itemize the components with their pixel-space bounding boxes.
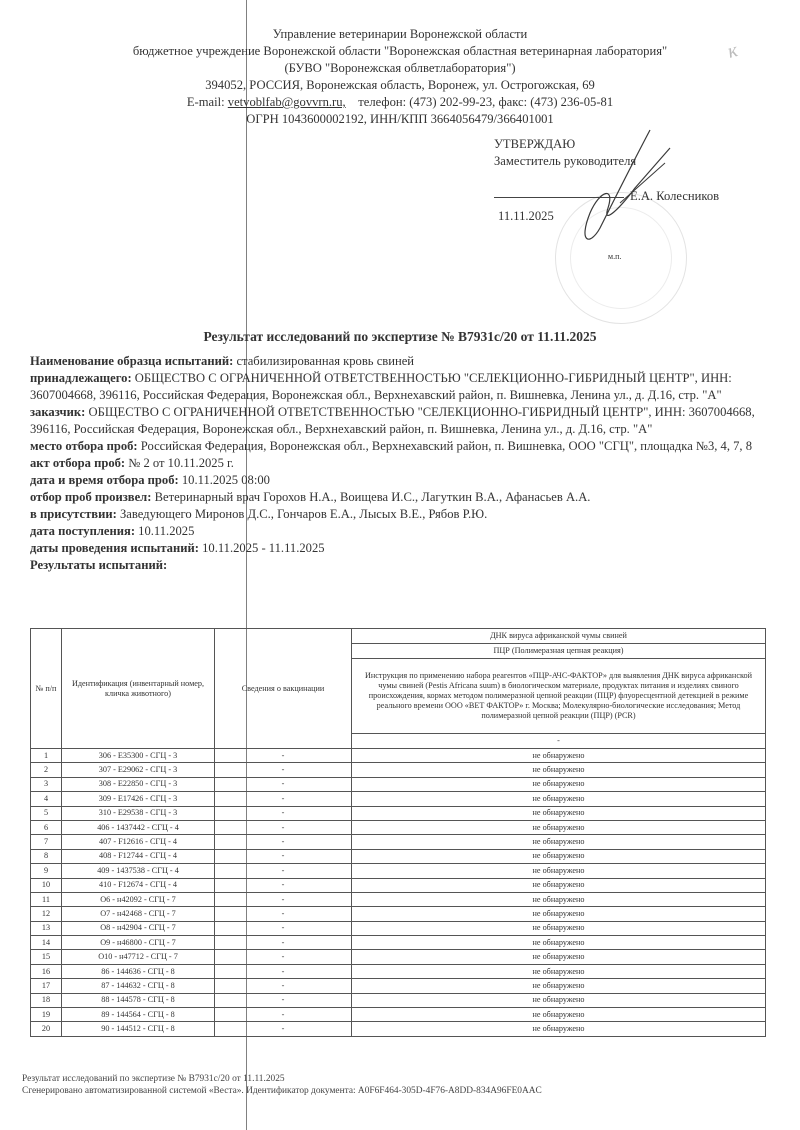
test-result: не обнаружено: [352, 921, 766, 935]
field-label: дата поступления:: [30, 524, 136, 538]
table-row: [31, 979, 766, 993]
field-label: отбор проб произвел:: [30, 490, 152, 504]
vaccination-info: -: [215, 806, 352, 820]
animal-id: O7 - н42468 - СГЦ - 7: [62, 907, 215, 921]
row-number: 15: [31, 950, 62, 964]
vaccination-info: -: [215, 820, 352, 834]
test-result: не обнаружено: [352, 979, 766, 993]
row-number: 2: [31, 763, 62, 777]
test-result: не обнаружено: [352, 1022, 766, 1036]
table-row: [31, 763, 766, 777]
row-number: 10: [31, 878, 62, 892]
row-number: 1: [31, 749, 62, 763]
vaccination-info: -: [215, 950, 352, 964]
field-value: ОБЩЕСТВО С ОГРАНИЧЕННОЙ ОТВЕТСТВЕННОСТЬЮ "СЕЛЕКЦИОННО-ГИБРИДНЫЙ ЦЕНТР", ИНН: 3607004668, 396116, Российская Федерация, Воронежская обл., Верхнехавский район, п. Вишневка, Ленина ул., д. Д.16, стр. "А": [30, 405, 755, 436]
field-value: стабилизированная кровь свиней: [233, 354, 415, 368]
field-label: принадлежащего:: [30, 371, 132, 385]
field-row: [30, 472, 775, 489]
handwritten-corner-mark: к: [725, 39, 740, 63]
test-result: не обнаружено: [352, 993, 766, 1007]
animal-id: 89 - 144564 - СГЦ - 8: [62, 1008, 215, 1022]
table-row: [31, 1022, 766, 1036]
test-result: не обнаружено: [352, 964, 766, 978]
row-number: 9: [31, 864, 62, 878]
animal-id: 308 - E22850 - СГЦ - 3: [62, 777, 215, 791]
field-value: 10.11.2025 - 11.11.2025: [198, 541, 325, 555]
document-footer: [22, 1073, 542, 1097]
field-row: [30, 370, 775, 404]
test-result: не обнаружено: [352, 950, 766, 964]
animal-id: O9 - н46800 - СГЦ - 7: [62, 936, 215, 950]
test-result: не обнаружено: [352, 1008, 766, 1022]
test-result: не обнаружено: [352, 777, 766, 791]
document-title: Результат исследований по экспертизе № В7931с/20 от 11.11.2025: [203, 329, 597, 344]
email-label: E-mail:: [186, 95, 225, 109]
approval-position: Заместитель руководителя: [494, 154, 637, 168]
table-row: [31, 921, 766, 935]
field-label: Результаты испытаний:: [30, 558, 168, 572]
row-number: 11: [31, 892, 62, 906]
vaccination-info: -: [215, 921, 352, 935]
field-row: [30, 506, 775, 523]
vaccination-info: -: [215, 864, 352, 878]
field-value: 10.11.2025 08:00: [178, 473, 270, 487]
row-number: 3: [31, 777, 62, 791]
table-row: [31, 749, 766, 763]
table-row: [31, 792, 766, 806]
table-row: [31, 907, 766, 921]
animal-id: 306 - E35300 - СГЦ - 3: [62, 749, 215, 763]
animal-id: O8 - н42904 - СГЦ - 7: [62, 921, 215, 935]
header-method: ПЦР (Полимеразная цепная реакция): [352, 644, 766, 659]
animal-id: 86 - 144636 - СГЦ - 8: [62, 964, 215, 978]
field-row: [30, 557, 775, 574]
field-row: [30, 523, 775, 540]
field-label: место отбора проб:: [30, 439, 138, 453]
field-row: [30, 489, 775, 506]
test-result: не обнаружено: [352, 892, 766, 906]
field-value: ОБЩЕСТВО С ОГРАНИЧЕННОЙ ОТВЕТСТВЕННОСТЬЮ "СЕЛЕКЦИОННО-ГИБРИДНЫЙ ЦЕНТР", ИНН: 3607004668, 396116, Российская Федерация, Воронежская обл., Верхнехавский район, п. Вишневка, Ленина ул., д. Д.16, стр. "А": [30, 371, 732, 402]
test-result: не обнаружено: [352, 763, 766, 777]
field-row: [30, 438, 775, 455]
table-row: [31, 950, 766, 964]
table-row: [31, 1008, 766, 1022]
animal-id: 310 - E29538 - СГЦ - 3: [62, 806, 215, 820]
field-row: [30, 404, 775, 438]
table-row: [31, 892, 766, 906]
table-row: [31, 849, 766, 863]
vaccination-info: -: [215, 979, 352, 993]
header-line-institution: бюджетное учреждение Воронежской области "Воронежская областная ветеринарная лаборатория": [132, 44, 668, 58]
row-number: 20: [31, 1022, 62, 1036]
phone-fax: телефон: (473) 202-99-23, факс: (473) 236-05-81: [358, 95, 614, 109]
vaccination-info: -: [215, 749, 352, 763]
animal-id: 409 - 1437538 - СГЦ - 4: [62, 864, 215, 878]
header-vaccination: Сведения о вакцинации: [215, 629, 352, 749]
field-row: [30, 540, 775, 557]
vaccination-info: -: [215, 763, 352, 777]
vaccination-info: -: [215, 878, 352, 892]
test-result: не обнаружено: [352, 792, 766, 806]
row-number: 18: [31, 993, 62, 1007]
header-method-document: Инструкция по применению набора реагентов «ПЦР-АЧС-ФАКТОР» для выявления ДНК вируса африканской чумы свиней (Pestis Africana suum) в биологическом материале, продуктах питания и изделиях свиного происхождения, кормах методом полимеразной цепной реакции (ПЦР) флуоресцентной детекцией в режиме реального времени ООО «ВЕТ ФАКТОР» г. Москва; Молекулярно-биологические исследования; Метод полимеразной цепной реакции (ПЦР) (PCR): [352, 659, 766, 734]
header-line-address: 394052, РОССИЯ, Воронежская область, Воронеж, ул. Острогожская, 69: [205, 78, 595, 92]
table-row: [31, 864, 766, 878]
email-link[interactable]: vetvoblfab@govvrn.ru,: [227, 95, 346, 109]
footer-generated-by: Сгенерировано автоматизированной системой «Веста». Идентификатор документа: A0F6F464-305D-4F76-A8DD-834A96FE0AAC: [22, 1086, 542, 1096]
approval-signer: Е.А. Колесников: [630, 189, 720, 203]
field-label: заказчик:: [30, 405, 86, 419]
vaccination-info: -: [215, 777, 352, 791]
table-row: [31, 820, 766, 834]
row-number: 19: [31, 1008, 62, 1022]
animal-id: O6 - н42092 - СГЦ - 7: [62, 892, 215, 906]
vaccination-info: -: [215, 835, 352, 849]
header-line-registration: ОГРН 1043600002192, ИНН/КПП 3664056479/366401001: [246, 112, 554, 126]
vaccination-info: -: [215, 936, 352, 950]
row-number: 14: [31, 936, 62, 950]
table-row: [31, 993, 766, 1007]
header-line-ministry: Управление ветеринарии Воронежской области: [272, 27, 528, 41]
table-row: [31, 878, 766, 892]
field-row: [30, 353, 775, 370]
animal-id: 410 - F12674 - СГЦ - 4: [62, 878, 215, 892]
field-value: Ветеринарный врач Горохов Н.А., Воищева И.С., Лагуткин В.А., Афанасьев А.А.: [151, 490, 591, 504]
header-row-number: № п/п: [31, 629, 62, 749]
field-label: в присутствии:: [30, 507, 117, 521]
animal-id: O10 - н47712 - СГЦ - 7: [62, 950, 215, 964]
vaccination-info: -: [215, 1008, 352, 1022]
test-result: не обнаружено: [352, 806, 766, 820]
field-label: акт отбора проб:: [30, 456, 126, 470]
vaccination-info: -: [215, 993, 352, 1007]
field-value: Заведующего Миронов Д.С., Гончаров Е.А., Лысых В.Е., Рябов Р.Ю.: [116, 507, 488, 521]
header-line-short-name: (БУВО "Воронежская облветлаборатория"): [284, 61, 516, 75]
table-row: [31, 936, 766, 950]
table-row: [31, 806, 766, 820]
header-identification: Идентификация (инвентарный номер, кличка животного): [62, 629, 215, 749]
vaccination-info: -: [215, 892, 352, 906]
row-number: 7: [31, 835, 62, 849]
vaccination-info: -: [215, 964, 352, 978]
vaccination-info: -: [215, 907, 352, 921]
vaccination-info: -: [215, 849, 352, 863]
table-row: [31, 835, 766, 849]
field-label: дата и время отбора проб:: [30, 473, 179, 487]
table-row: [31, 777, 766, 791]
animal-id: 407 - F12616 - СГЦ - 4: [62, 835, 215, 849]
organization-header: [0, 26, 800, 128]
row-number: 12: [31, 907, 62, 921]
test-result: не обнаружено: [352, 864, 766, 878]
results-table: [30, 628, 766, 1037]
header-norm: -: [352, 734, 766, 749]
row-number: 16: [31, 964, 62, 978]
row-number: 8: [31, 849, 62, 863]
animal-id: 408 - F12744 - СГЦ - 4: [62, 849, 215, 863]
field-label: Наименование образца испытаний:: [30, 354, 234, 368]
animal-id: 307 - E29062 - СГЦ - 3: [62, 763, 215, 777]
approval-title: УТВЕРЖДАЮ: [494, 137, 576, 151]
animal-id: 88 - 144578 - СГЦ - 8: [62, 993, 215, 1007]
field-row: [30, 455, 775, 472]
approval-date: 11.11.2025: [498, 209, 554, 223]
test-result: не обнаружено: [352, 907, 766, 921]
test-result: не обнаружено: [352, 878, 766, 892]
test-result: не обнаружено: [352, 849, 766, 863]
footer-reference: Результат исследований по экспертизе № В7931с/20 от 11.11.2025: [22, 1074, 285, 1084]
header-test-group: ДНК вируса африканской чумы свиней: [352, 629, 766, 644]
test-result: не обнаружено: [352, 835, 766, 849]
test-result: не обнаружено: [352, 749, 766, 763]
test-result: не обнаружено: [352, 820, 766, 834]
sample-details: [30, 353, 775, 574]
vaccination-info: -: [215, 1022, 352, 1036]
row-number: 13: [31, 921, 62, 935]
animal-id: 90 - 144512 - СГЦ - 8: [62, 1022, 215, 1036]
animal-id: 87 - 144632 - СГЦ - 8: [62, 979, 215, 993]
table-row: [31, 964, 766, 978]
stamp-place-label: м.п.: [608, 252, 622, 261]
header-line-contacts: [0, 94, 800, 111]
field-value: Российская Федерация, Воронежская обл., Верхнехавский район, п. Вишневка, ООО "СГЦ", площадка №3, 4, 7, 8: [137, 439, 753, 453]
row-number: 17: [31, 979, 62, 993]
row-number: 5: [31, 806, 62, 820]
test-result: не обнаружено: [352, 936, 766, 950]
animal-id: 309 - E17426 - СГЦ - 3: [62, 792, 215, 806]
field-value: № 2 от 10.11.2025 г.: [125, 456, 234, 470]
row-number: 4: [31, 792, 62, 806]
vaccination-info: -: [215, 792, 352, 806]
field-value: 10.11.2025: [135, 524, 195, 538]
row-number: 6: [31, 820, 62, 834]
signature-icon: [560, 128, 680, 248]
animal-id: 406 - 1437442 - СГЦ - 4: [62, 820, 215, 834]
field-label: даты проведения испытаний:: [30, 541, 199, 555]
